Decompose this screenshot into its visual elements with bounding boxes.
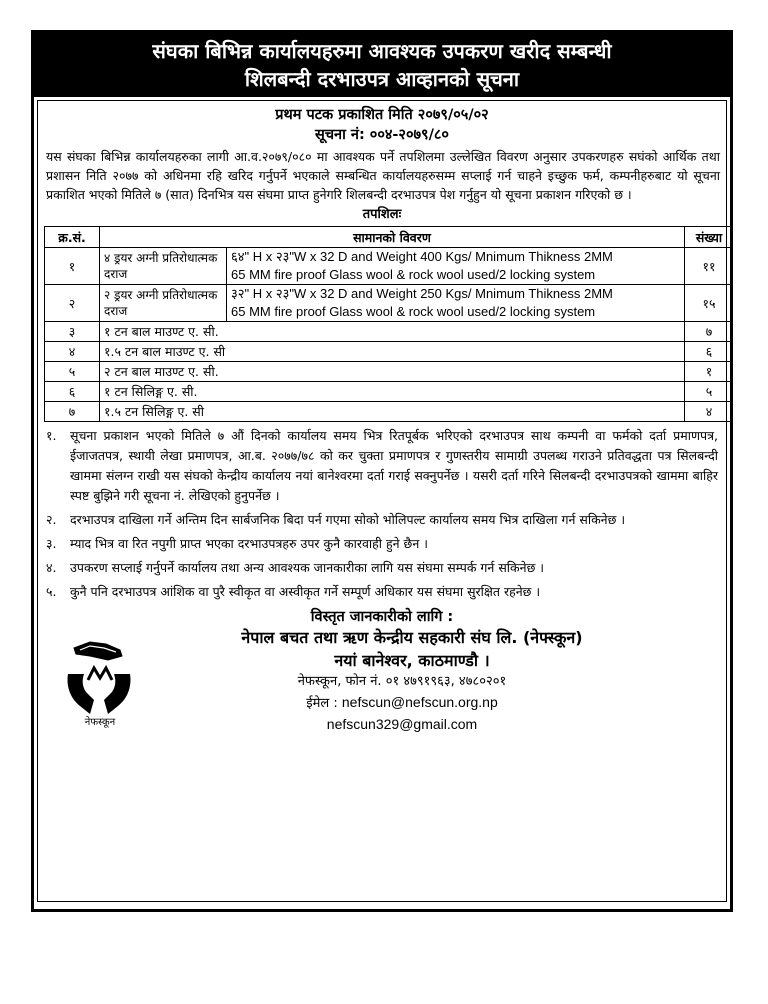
email-secondary[interactable]: nefscun329@gmail.com bbox=[326, 716, 478, 732]
table-header-row bbox=[45, 227, 734, 248]
row-qty: ६ bbox=[685, 342, 734, 362]
table-row bbox=[45, 382, 734, 402]
contact-heading: विस्तृत जानकारीको लागि : bbox=[310, 609, 454, 625]
row-qty: ११ bbox=[685, 248, 734, 285]
condition-item bbox=[46, 582, 718, 602]
condition-number: २. bbox=[46, 512, 57, 527]
org-name: नेपाल बचत तथा ऋण केन्द्रीय सहकारी संघ लि. (नेफ्स्कून) bbox=[241, 628, 583, 647]
row-qty: ४ bbox=[685, 402, 734, 422]
condition-text: उपकरण सप्लाई गर्नुपर्ने कार्यालय तथा अन्य आवश्यक जानकारीका लागि यस संघमा सम्पर्क गर्न सकिनेछ । bbox=[70, 560, 545, 575]
conditions-list bbox=[38, 422, 726, 602]
header-description: सामानको विवरण bbox=[100, 227, 685, 248]
published-date: प्रथम पटक प्रकाशित मिति २०७९/०५/०२ bbox=[275, 107, 489, 123]
condition-text: कुनै पनि दरभाउपत्र आंशिक वा पुरै स्वीकृत वा अस्वीकृत गर्ने सम्पूर्ण अधिकार यस संघमा सुरक्षित रहनेछ । bbox=[70, 584, 541, 599]
condition-number: १. bbox=[46, 428, 57, 443]
row-qty: १५ bbox=[685, 285, 734, 322]
item-desc: १ टन सिलिङ्ग ए. सी. bbox=[100, 382, 685, 402]
email-line-2 bbox=[38, 714, 726, 736]
notice-number: सूचना नं: ००४-२०७९/८० bbox=[315, 127, 449, 143]
condition-item bbox=[46, 558, 718, 578]
condition-text: म्याद भित्र वा रित नपुगी प्राप्त भएका दरभाउपत्रहरु उपर कुनै कारवाही हुने छैन । bbox=[70, 536, 428, 551]
item-spec-line-2: 65 MM fire proof Glass wool & rock wool used/2 locking system bbox=[231, 304, 596, 319]
items-table bbox=[44, 226, 733, 422]
row-qty: ७ bbox=[685, 322, 734, 342]
condition-number: ४. bbox=[46, 560, 57, 575]
item-desc: १ टन बाल माउण्ट ए. सी. bbox=[100, 322, 685, 342]
intro-paragraph: यस संघका बिभिन्न कार्यालयहरुका लागी आ.व.२०७९/०८० मा आवश्यक पर्ने तपशिलमा उल्लेखित विवरण अनुसार उपकरणहरु सघंको आर्थिक तथा प्रशासन निति २०७७ को अधिनमा रहि खरिद गर्नुपर्ने भएकाले सम्बन्धित कार्यालयहरुसम्म सप्लाई गर्न चाहने इच्छुक फर्म, कम्पनीहरुबाट यो सूचना प्रकाशित भएको मितिले ७ (सात) दिनभित्र यस संघमा प्राप्त हुनेगरि शिलबन्दी दरभाउपत्र पेश गर्नुहुन यो सूचना प्रकाशन गरिएको छ । bbox=[46, 149, 720, 202]
table-row bbox=[45, 322, 734, 342]
header-sn: क्र.सं. bbox=[45, 227, 100, 248]
table-row bbox=[45, 362, 734, 382]
table-row bbox=[45, 342, 734, 362]
row-sn: २ bbox=[45, 285, 100, 322]
item-spec-line-1: ६४" H x २३"W x 32 D and Weight 400 Kgs/ Mnimum Thikness 2MM bbox=[231, 249, 613, 264]
item-desc: १.५ टन सिलिङ्ग ए. सी bbox=[100, 402, 685, 422]
table-row bbox=[45, 285, 734, 322]
logo-caption: नेफस्कून bbox=[84, 717, 116, 728]
row-sn: ४ bbox=[45, 342, 100, 362]
condition-text: दरभाउपत्र दाखिला गर्ने अन्तिम दिन सार्बजनिक बिदा पर्न गएमा सोको भोलिपल्ट कार्यालय समय भित्र दाखिला गर्न सकिनेछ । bbox=[70, 512, 626, 527]
row-sn: १ bbox=[45, 248, 100, 285]
table-row bbox=[45, 402, 734, 422]
condition-item bbox=[46, 534, 718, 554]
table-row bbox=[45, 248, 734, 285]
notice-body bbox=[37, 100, 727, 902]
condition-number: ५. bbox=[46, 584, 57, 599]
email-line bbox=[38, 692, 726, 714]
condition-number: ३. bbox=[46, 536, 57, 551]
row-qty: ५ bbox=[685, 382, 734, 402]
notice-frame bbox=[31, 30, 733, 912]
notice-banner bbox=[34, 33, 730, 97]
row-sn: ७ bbox=[45, 402, 100, 422]
item-desc: १.५ टन बाल माउण्ट ए. सी bbox=[100, 342, 685, 362]
org-phone: नेफस्कून, फोन नं. ०१ ४७९१९६३, ४७८०२०१ bbox=[297, 674, 507, 689]
nefscun-logo bbox=[60, 634, 140, 734]
email-label: ईमेल : bbox=[306, 696, 338, 711]
org-address: नयां बानेश्वर, काठमाण्डौ । bbox=[334, 651, 490, 670]
condition-text: सूचना प्रकाशन भएको मितिले ७ औं दिनको कार्यालय समय भित्र रितपूर्बक भरिएको दरभाउपत्र साथ कम्पनी वा फर्मको दर्ता प्रमाणपत्र, ईजाजतपत्र, स्थायी लेखा प्रमाणपत्र, आ.ब. २०७७/७८ को कर चुक्ता प्रमाणपत्र र गुणस्तरीय सामाग्री उपलब्ध गराउने प्रतिवद्धता पत्र सिलबन्दी खाममा संलग्न राखी यस संघको केन्द्रीय कार्यालय नयां बानेश्वरमा दर्ता गराई सक्नुपर्नेछ । यसरी दर्ता गरिने सिलबन्दी दरभाउपत्रको खाममा बाहिर स्पष्ट बुझिने गरी सूचना नं. लेखिएको हुनुपर्नेछ । bbox=[70, 428, 718, 503]
banner-line-2: शिलबन्दी दरभाउपत्र आव्हानको सूचना bbox=[244, 67, 520, 91]
email-primary[interactable]: nefscun@nefscun.org.np bbox=[341, 694, 498, 710]
row-sn: ५ bbox=[45, 362, 100, 382]
contact-block bbox=[38, 626, 726, 746]
item-spec-line-1: ३२" H x २३"W x 32 D and Weight 250 Kgs/ Mnimum Thikness 2MM bbox=[231, 286, 613, 301]
item-name: २ ड्रयर अग्नी प्रतिरोधात्मक दराज bbox=[100, 285, 227, 322]
banner-line-1: संघका बिभिन्न कार्यालयहरुमा आवश्यक उपकरण खरीद सम्बन्धी bbox=[152, 39, 612, 63]
condition-item bbox=[46, 510, 718, 530]
row-sn: ६ bbox=[45, 382, 100, 402]
item-desc: २ टन बाल माउण्ट ए. सी. bbox=[100, 362, 685, 382]
item-spec-line-2: 65 MM fire proof Glass wool & rock wool used/2 locking system bbox=[231, 267, 596, 282]
row-sn: ३ bbox=[45, 322, 100, 342]
item-spec bbox=[227, 285, 685, 322]
item-spec bbox=[227, 248, 685, 285]
table-label: तपशिलः bbox=[362, 207, 402, 222]
row-qty: १ bbox=[685, 362, 734, 382]
header-qty: संख्या bbox=[685, 227, 734, 248]
item-name: ४ ड्रयर अग्नी प्रतिरोधात्मक दराज bbox=[100, 248, 227, 285]
condition-item bbox=[46, 426, 718, 506]
